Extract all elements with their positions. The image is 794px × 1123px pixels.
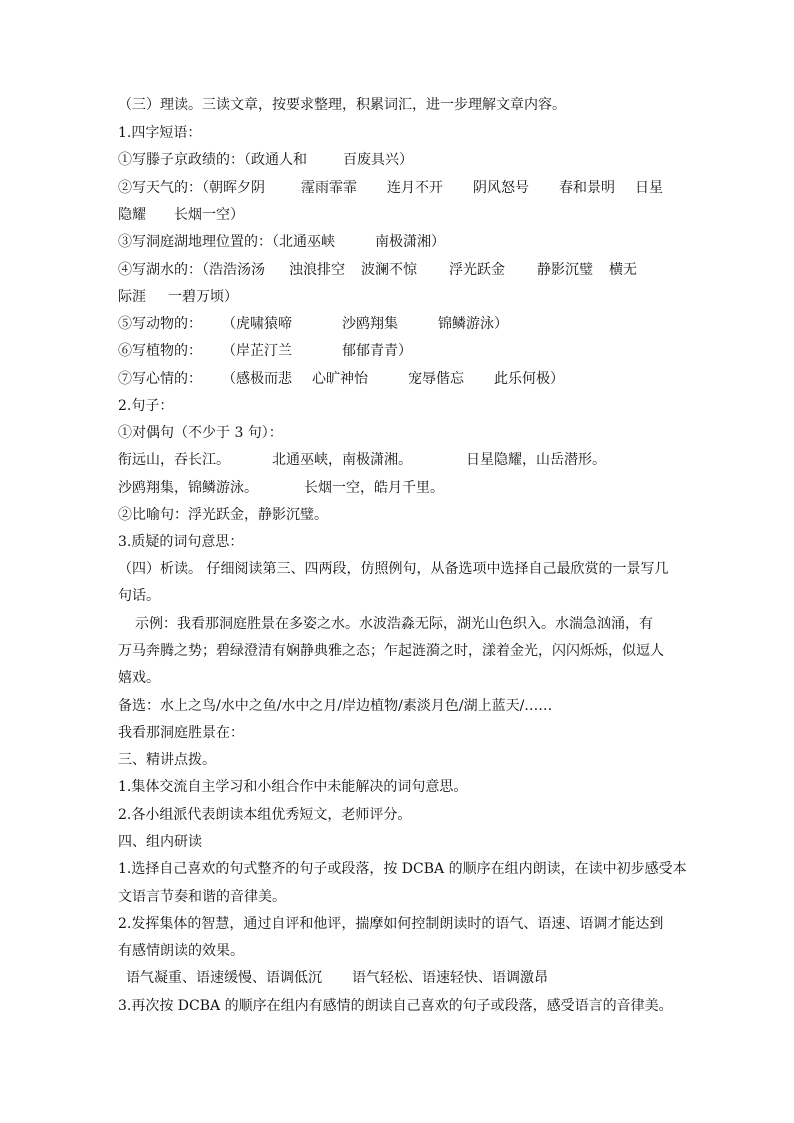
list-item: 1.选择自己喜欢的句式整齐的句子或段落，按 DCBA 的顺序在组内朗读，在读中初步感受本 xyxy=(118,861,687,877)
phrase: 沙鸥翔集 xyxy=(342,316,398,332)
phrase-label: ③写洞庭湖地理位置的：（北通巫峡 xyxy=(118,234,335,250)
phrase: 横无 xyxy=(609,262,637,278)
sentence: 日星隐耀，山岳潜形。 xyxy=(466,452,606,468)
options-line: 备选：水上之鸟/水中之鱼/水中之月/岸边植物/素淡月色/湖上蓝天/…… xyxy=(118,698,553,714)
phrase-label: ④写湖水的：（浩浩汤汤 xyxy=(118,262,265,278)
phrase-label: ②写天气的：（朝晖夕阴 xyxy=(118,180,265,196)
section-heading-li-du: （三）理读。三读文章，按要求整理，积累词汇，进一步理解文章内容。 xyxy=(118,97,566,113)
phrase-label: ⑦写心情的： xyxy=(118,371,202,387)
phrase: 春和景明 xyxy=(559,180,615,196)
phrase: 一碧万顷） xyxy=(168,289,238,305)
phrase: 静影沉璧 xyxy=(537,262,593,278)
phrase: 长烟一空） xyxy=(174,207,244,223)
phrase-label: ①写滕子京政绩的：（政通人和 xyxy=(118,152,307,168)
tone-option: 语气凝重、语速缓慢、语调低沉 xyxy=(126,970,322,986)
phrase: 此乐何极） xyxy=(494,371,564,387)
section-heading-xi-du: （四）析读。 仔细阅读第三、四两段，仿照例句，从备选项中选择自己最欣赏的一景写几 xyxy=(118,561,669,577)
phrase-line-plants xyxy=(118,342,412,360)
phrase: 连月不开 xyxy=(387,180,443,196)
example-paragraph: 示例：我看那洞庭胜景在多姿之水。水波浩淼无际，湖光山色织入。水湍急汹涌，有 xyxy=(135,616,653,632)
phrase-line-mood xyxy=(118,370,564,388)
phrase: 百废具兴） xyxy=(343,152,413,168)
phrase: 南极潇湘） xyxy=(375,234,445,250)
phrase: 霪雨霏霏 xyxy=(301,180,357,196)
phrase-label: ⑥写植物的： xyxy=(118,343,202,359)
phrase: 际涯 xyxy=(118,289,146,305)
section-heading-4: 四、组内研读 xyxy=(118,834,202,850)
phrase: 心旷神怡 xyxy=(312,371,368,387)
phrase: 日星 xyxy=(635,180,663,196)
item-metaphor: ②比喻句：浮光跃金，静影沉璧。 xyxy=(118,507,328,523)
sentence: 衔远山，吞长江。 xyxy=(118,452,230,468)
phrase-line-weather-cont xyxy=(118,206,244,224)
phrase-line-animals xyxy=(118,315,508,333)
item-questioned-words: 3.质疑的词句意思： xyxy=(118,534,244,550)
phrase: （感极而悲 xyxy=(222,371,292,387)
phrase: 浊浪排空 xyxy=(289,262,345,278)
phrase-line-water xyxy=(118,261,637,279)
list-item: 3.再次按 DCBA 的顺序在组内有感情的朗读自己喜欢的句子或段落，感受语言的音律美。 xyxy=(118,998,673,1014)
example-paragraph-end: 嬉戏。 xyxy=(118,670,160,686)
list-item-cont: 文语言节奏和谐的音律美。 xyxy=(118,889,286,905)
phrase: 锦鳞游泳） xyxy=(438,316,508,332)
writing-prompt: 我看那洞庭胜景在： xyxy=(118,725,244,741)
phrase: 波澜不惊 xyxy=(361,262,417,278)
tone-options-line xyxy=(126,969,548,987)
item-parallel-sentences: ①对偶句（不少于 3 句）： xyxy=(118,425,283,441)
phrase-line-location xyxy=(118,233,445,251)
list-item: 2.各小组派代表朗读本组优秀短文，老师评分。 xyxy=(118,807,412,823)
sentence-line xyxy=(118,451,606,469)
sentence-line xyxy=(118,479,444,497)
paragraph-line: 句话。 xyxy=(118,588,160,604)
list-item: 1.集体交流自主学习和小组合作中未能解决的词句意思。 xyxy=(118,779,468,795)
sentence: 长烟一空，皓月千里。 xyxy=(304,480,444,496)
phrase-label: ⑤写动物的： xyxy=(118,316,202,332)
phrase: （岸芷汀兰 xyxy=(222,343,292,359)
phrase: （虎啸猿啼 xyxy=(222,316,292,332)
phrase: 隐耀 xyxy=(118,207,146,223)
phrase-line-weather xyxy=(118,179,663,197)
list-item-cont: 有感情朗读的效果。 xyxy=(118,943,244,959)
phrase: 宠辱偕忘 xyxy=(408,371,464,387)
item-four-char-phrases: 1.四字短语： xyxy=(118,125,202,141)
example-paragraph-cont: 万马奔腾之势；碧绿澄清有娴静典雅之态；乍起涟漪之时，漾着金光，闪闪烁烁，似逗人 xyxy=(118,643,664,659)
phrase: 阴风怒号 xyxy=(473,180,529,196)
item-sentences: 2.句子： xyxy=(118,398,174,414)
sentence: 沙鸥翔集，锦鳞游泳。 xyxy=(118,480,258,496)
list-item: 2.发挥集体的智慧，通过自评和他评，揣摩如何控制朗读时的语气、语速、语调才能达到 xyxy=(118,916,664,932)
sentence: 北通巫峡，南极潇湘。 xyxy=(272,452,412,468)
phrase-line-politics xyxy=(118,151,413,169)
phrase: 浮光跃金 xyxy=(449,262,505,278)
phrase-line-water-cont xyxy=(118,288,238,306)
section-heading-3: 三、精讲点拨。 xyxy=(118,752,216,768)
tone-option: 语气轻松、语速轻快、语调激昂 xyxy=(352,970,548,986)
phrase: 郁郁青青） xyxy=(342,343,412,359)
